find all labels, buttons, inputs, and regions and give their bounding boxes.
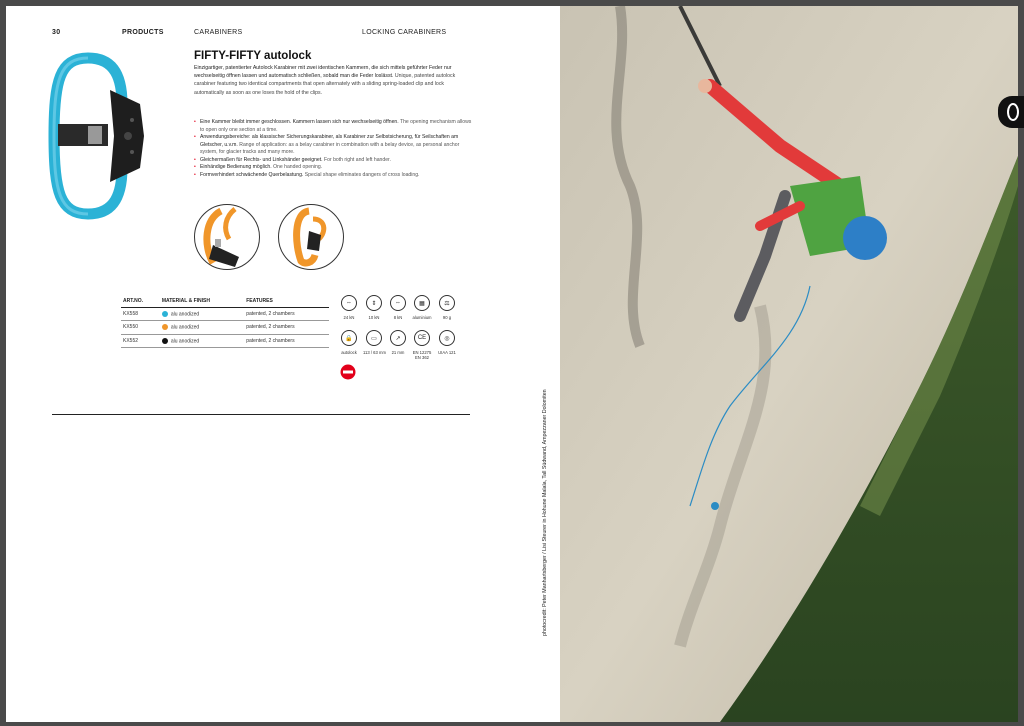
ce-icon: CE EN 12275 EN 362 [411, 330, 433, 360]
table-row: KX552 alu anodized patented, 2 chambers [121, 334, 329, 347]
subcategory-label: LOCKING CARABINERS [362, 29, 447, 36]
list-item: • Formverhindert schwächende Querbelastung. Special shape eliminates dangers of cross loading. [194, 172, 474, 180]
category-label: CARABINERS [194, 29, 243, 36]
list-item: • Anwendungsbereiche: als klassischer Sicherungskarabiner, als Karabiner zur Selbstsicherung, für Seilschaften am Gletscher, u.v.m. Range of application: as a belay carabiner in combination with a belay device, as personal anchor system, for glacier tracks and many more. [194, 134, 474, 157]
list-item: • Eine Kammer bleibt immer geschlossen. Kammern lassen sich nur wechselseitig öffnen. The opening mechanism allows to open only one section at a time. [194, 119, 474, 134]
gate-opening-icon: ↗ 21 mm [387, 330, 409, 355]
column-header: MATERIAL & FINISH [160, 296, 244, 308]
color-swatch-orange [162, 324, 168, 330]
table-row: KX550 alu anodized patented, 2 chambers [121, 321, 329, 334]
material-aluminium-icon: ▦ aluminium [411, 295, 433, 320]
intro-en: Unique, patented autolock carabiner featuring two identical compartments that open alternately with a sliding spring-loaded clip and lock automatically as soon as one loses the hold of the clips. [194, 73, 456, 96]
detail-image-orange-closed [278, 204, 344, 270]
strength-gate-open-icon: ⇔ 8 kN [387, 295, 409, 320]
color-swatch-blue [162, 311, 168, 317]
section-divider [52, 414, 470, 415]
climbing-photo [560, 6, 1018, 722]
right-page [512, 6, 1018, 722]
carabiner-product-image [48, 50, 158, 222]
size-icon: ▭ 113 / 63 mm [363, 330, 385, 355]
strength-minor-icon: ⇕ 10 kN [363, 295, 385, 320]
patented-badge-icon [340, 364, 356, 380]
column-header: FEATURES [244, 296, 329, 308]
uiaa-icon: ◎ UIAA 121 [436, 330, 458, 355]
strength-major-icon: ⇔ 24 kN [338, 295, 360, 320]
detail-image-orange-open [194, 204, 260, 270]
product-intro [194, 64, 472, 97]
photo-credit: photocredit: Peter Manhartsberger / Lisi Steurer in Hohune Malala, Tall Südwand, Ampezzaner Dolomiten [542, 389, 548, 636]
article-table [121, 296, 329, 348]
weight-icon: ⚖ 90 g [436, 295, 458, 320]
list-item: • Einhändige Bedienung möglich. One handed opening. [194, 164, 474, 172]
list-item: • Gleichermaßen für Rechts- und Linkshänder geeignet. For both right and left hander. [194, 157, 474, 165]
section-label: PRODUCTS [122, 29, 164, 36]
color-swatch-black [162, 338, 168, 344]
intro-de: Einzigartiger, patentierter Autolock Karabiner mit zwei identischen Kammern, die sich mittels geführter Feder nur wechselseitig öffnen lassen und automatisch schließen, sobald man die Feder loslässt. [194, 65, 452, 80]
column-header: ART.NO. [121, 296, 160, 308]
carabiner-tab-icon [998, 96, 1024, 128]
page-number-left: 30 [52, 29, 61, 36]
autolock-icon: 🔒 autolock [338, 330, 360, 355]
product-title: FIFTY-FIFTY autolock [194, 50, 312, 62]
feature-list [194, 119, 474, 179]
left-page [6, 6, 512, 722]
table-row: KX558 alu anodized patented, 2 chambers [121, 308, 329, 321]
